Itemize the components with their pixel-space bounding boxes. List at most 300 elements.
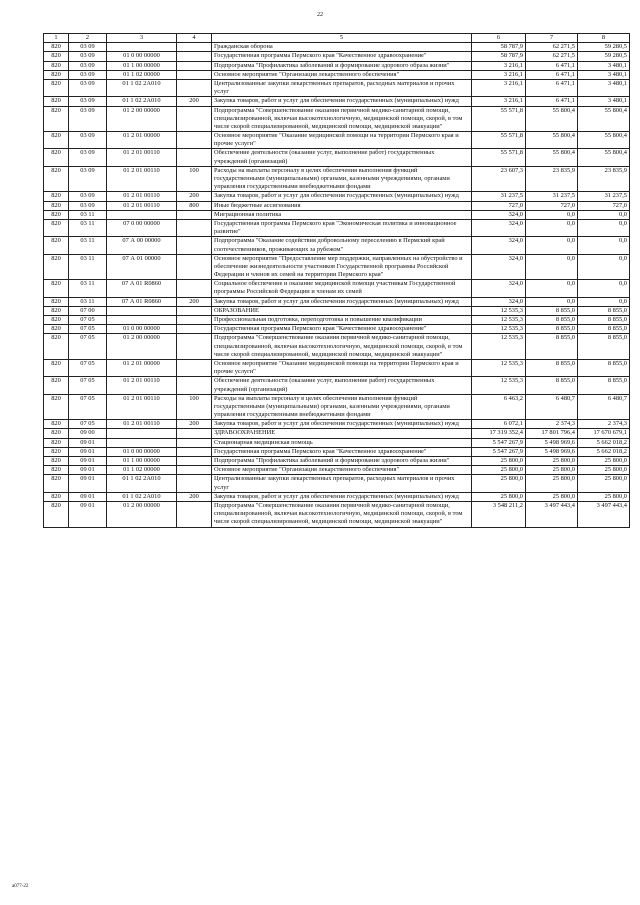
cell-ministry: 820 — [44, 492, 69, 501]
page-number: 22 — [317, 12, 323, 18]
cell-section: 07 05 — [69, 325, 107, 334]
table-row — [44, 219, 630, 236]
cell-amount-year3: 3 480,1 — [578, 79, 630, 96]
table-row — [44, 297, 630, 306]
cell-target-article: 07 А 01 R0860 — [107, 280, 177, 297]
table-row — [44, 325, 630, 334]
table-row — [44, 237, 630, 254]
cell-amount-year1: 324,0 — [472, 219, 526, 236]
cell-target-article: 01 1 02 2А010 — [107, 79, 177, 96]
cell-ministry: 820 — [44, 106, 69, 132]
cell-amount-year1: 324,0 — [472, 297, 526, 306]
cell-amount-year2: 727,0 — [526, 201, 578, 210]
cell-expense-type — [177, 359, 212, 376]
table-row — [44, 420, 630, 429]
cell-section: 03 09 — [69, 61, 107, 70]
cell-amount-year1: 727,0 — [472, 201, 526, 210]
cell-section: 09 01 — [69, 466, 107, 475]
cell-amount-year1: 12 535,3 — [472, 377, 526, 394]
cell-expense-type: 200 — [177, 420, 212, 429]
cell-name: Подпрограмма "Совершенствование оказания первичной медико-санитарной помощи, специализированной, включая высокотехнологичную, медицинской помощи, скорой, в том числе скорой специализированной, медицинской помощи, медицинской эвакуации" — [212, 334, 472, 360]
cell-name: Закупка товаров, работ и услуг для обеспечения государственных (муниципальных) нужд — [212, 297, 472, 306]
cell-target-article: 01 2 01 00110 — [107, 394, 177, 420]
cell-ministry: 820 — [44, 306, 69, 315]
cell-target-article: 01 0 00 00000 — [107, 325, 177, 334]
cell-amount-year2: 62 271,5 — [526, 52, 578, 61]
cell-amount-year3: 0,0 — [578, 219, 630, 236]
cell-name: Стационарная медицинская помощь — [212, 438, 472, 447]
col-header-2: 2 — [69, 34, 107, 43]
cell-section: 09 01 — [69, 475, 107, 492]
cell-ministry: 820 — [44, 254, 69, 280]
cell-name: Расходы на выплаты персоналу в целях обеспечения выполнения функций государственными (муниципальными) органами, казенными учреждениями, органами управления государственными внебюджетными фондами — [212, 394, 472, 420]
cell-expense-type — [177, 377, 212, 394]
cell-expense-type — [177, 210, 212, 219]
cell-ministry: 820 — [44, 52, 69, 61]
cell-amount-year1: 3 216,1 — [472, 79, 526, 96]
cell-target-article — [107, 429, 177, 438]
cell-name: Централизованные закупки лекарственных препаратов, расходных материалов и прочих услуг — [212, 79, 472, 96]
cell-amount-year3: 3 480,1 — [578, 70, 630, 79]
cell-amount-year3: 25 800,0 — [578, 492, 630, 501]
cell-name: Закупка товаров, работ и услуг для обеспечения государственных (муниципальных) нужд — [212, 97, 472, 106]
cell-ministry: 820 — [44, 466, 69, 475]
cell-amount-year3: 8 855,0 — [578, 316, 630, 325]
cell-amount-year1: 55 571,8 — [472, 132, 526, 149]
cell-target-article — [107, 210, 177, 219]
cell-section: 09 01 — [69, 492, 107, 501]
cell-target-article — [107, 438, 177, 447]
cell-target-article: 01 2 00 00000 — [107, 334, 177, 360]
table-row — [44, 79, 630, 96]
cell-ministry: 820 — [44, 438, 69, 447]
cell-amount-year3: 25 800,0 — [578, 457, 630, 466]
cell-target-article: 01 2 01 00110 — [107, 149, 177, 166]
cell-name: Подпрограмма "Профилактика заболеваний и формирование здорового образа жизни" — [212, 457, 472, 466]
cell-expense-type — [177, 106, 212, 132]
cell-section: 03 09 — [69, 166, 107, 192]
cell-name: Гражданская оборона — [212, 43, 472, 52]
cell-ministry: 820 — [44, 297, 69, 306]
cell-expense-type — [177, 457, 212, 466]
cell-section: 03 11 — [69, 254, 107, 280]
table-row — [44, 457, 630, 466]
cell-section: 03 11 — [69, 210, 107, 219]
cell-amount-year2: 6 471,1 — [526, 61, 578, 70]
cell-target-article — [107, 43, 177, 52]
cell-section: 03 09 — [69, 201, 107, 210]
cell-target-article — [107, 306, 177, 315]
cell-section: 09 01 — [69, 438, 107, 447]
cell-amount-year1: 17 319 352,4 — [472, 429, 526, 438]
cell-amount-year2: 5 498 969,6 — [526, 447, 578, 456]
cell-section: 03 09 — [69, 70, 107, 79]
cell-expense-type — [177, 219, 212, 236]
table-row — [44, 70, 630, 79]
cell-expense-type — [177, 149, 212, 166]
cell-amount-year2: 6 471,1 — [526, 79, 578, 96]
cell-amount-year3: 0,0 — [578, 280, 630, 297]
cell-amount-year2: 6 480,7 — [526, 394, 578, 420]
cell-amount-year1: 3 216,1 — [472, 61, 526, 70]
cell-section: 03 09 — [69, 43, 107, 52]
cell-amount-year1: 12 535,3 — [472, 316, 526, 325]
cell-amount-year3: 31 237,5 — [578, 192, 630, 201]
cell-expense-type: 100 — [177, 394, 212, 420]
cell-amount-year2: 6 471,1 — [526, 70, 578, 79]
cell-amount-year3: 8 855,0 — [578, 325, 630, 334]
cell-ministry: 820 — [44, 166, 69, 192]
cell-expense-type — [177, 70, 212, 79]
table-row — [44, 97, 630, 106]
table-row — [44, 466, 630, 475]
cell-amount-year1: 12 535,3 — [472, 359, 526, 376]
cell-ministry: 820 — [44, 79, 69, 96]
cell-amount-year3: 5 662 018,2 — [578, 438, 630, 447]
cell-name: Подпрограмма "Совершенствование оказания первичной медико-санитарной помощи, специализированной, включая высокотехнологичную, медицинской помощи, скорой, в том числе скорой специализированной, медицинской помощи, медицинской эвакуации" — [212, 106, 472, 132]
budget-table — [43, 33, 630, 528]
cell-expense-type: 200 — [177, 97, 212, 106]
table-row — [44, 316, 630, 325]
cell-section: 07 00 — [69, 306, 107, 315]
cell-target-article: 01 0 00 00000 — [107, 447, 177, 456]
table-row — [44, 166, 630, 192]
cell-name: Миграционная политика — [212, 210, 472, 219]
cell-amount-year1: 3 216,1 — [472, 97, 526, 106]
cell-amount-year3: 55 800,4 — [578, 149, 630, 166]
cell-section: 03 09 — [69, 149, 107, 166]
cell-amount-year3: 6 480,7 — [578, 394, 630, 420]
cell-amount-year2: 6 471,1 — [526, 97, 578, 106]
cell-expense-type — [177, 334, 212, 360]
cell-ministry: 820 — [44, 132, 69, 149]
cell-amount-year1: 3 548 211,2 — [472, 501, 526, 527]
cell-amount-year2: 55 800,4 — [526, 106, 578, 132]
cell-ministry: 820 — [44, 501, 69, 527]
cell-amount-year2: 0,0 — [526, 219, 578, 236]
cell-target-article: 01 2 01 00000 — [107, 132, 177, 149]
table-row — [44, 359, 630, 376]
cell-expense-type — [177, 132, 212, 149]
cell-amount-year3: 0,0 — [578, 237, 630, 254]
col-header-7: 7 — [526, 34, 578, 43]
table-row — [44, 429, 630, 438]
table-row — [44, 254, 630, 280]
cell-amount-year3: 0,0 — [578, 297, 630, 306]
cell-section: 09 01 — [69, 457, 107, 466]
cell-expense-type: 200 — [177, 192, 212, 201]
cell-ministry: 820 — [44, 70, 69, 79]
col-header-4: 4 — [177, 34, 212, 43]
cell-expense-type — [177, 325, 212, 334]
cell-amount-year3: 8 855,0 — [578, 306, 630, 315]
cell-expense-type: 200 — [177, 297, 212, 306]
cell-amount-year1: 55 571,8 — [472, 149, 526, 166]
cell-section: 09 00 — [69, 429, 107, 438]
cell-amount-year1: 324,0 — [472, 210, 526, 219]
cell-target-article: 01 0 00 00000 — [107, 52, 177, 61]
cell-amount-year1: 31 237,5 — [472, 192, 526, 201]
table-row — [44, 377, 630, 394]
cell-amount-year1: 25 800,0 — [472, 475, 526, 492]
cell-amount-year2: 62 271,5 — [526, 43, 578, 52]
cell-name: ЗДРАВООХРАНЕНИЕ — [212, 429, 472, 438]
cell-target-article: 01 2 01 00110 — [107, 192, 177, 201]
cell-expense-type — [177, 429, 212, 438]
cell-amount-year2: 8 855,0 — [526, 316, 578, 325]
table-row — [44, 43, 630, 52]
cell-amount-year3: 0,0 — [578, 254, 630, 280]
cell-amount-year3: 727,0 — [578, 201, 630, 210]
cell-name: Подпрограмма "Совершенствование оказания первичной медико-санитарной помощи, специализированной, включая высокотехнологичную, медицинской помощи, скорой, в том числе скорой специализированной, медицинской помощи, медицинской эвакуации" — [212, 501, 472, 527]
cell-name: Социальное обеспечение и оказание медицинской помощи участникам Государственной программы Российской Федерации и членам их семей — [212, 280, 472, 297]
cell-ministry: 820 — [44, 359, 69, 376]
col-header-6: 6 — [472, 34, 526, 43]
cell-ministry: 820 — [44, 61, 69, 70]
header-row — [44, 34, 630, 43]
cell-amount-year1: 324,0 — [472, 280, 526, 297]
cell-expense-type — [177, 501, 212, 527]
cell-amount-year1: 12 535,3 — [472, 306, 526, 315]
cell-amount-year1: 55 571,8 — [472, 106, 526, 132]
cell-target-article: 07 А 01 00000 — [107, 254, 177, 280]
cell-ministry: 820 — [44, 316, 69, 325]
footer-code: a077-22 — [12, 884, 29, 889]
table-row — [44, 334, 630, 360]
cell-amount-year1: 324,0 — [472, 254, 526, 280]
cell-amount-year2: 17 801 796,4 — [526, 429, 578, 438]
cell-amount-year3: 3 480,1 — [578, 97, 630, 106]
cell-section: 03 11 — [69, 297, 107, 306]
table-row — [44, 438, 630, 447]
cell-name: Подпрограмма "Оказание содействия добровольному переселению в Пермский край соотечественников, проживающих за рубежом" — [212, 237, 472, 254]
table-row — [44, 501, 630, 527]
cell-expense-type — [177, 466, 212, 475]
cell-name: Государственная программа Пермского края "Экономическая политика и инновационное развитие" — [212, 219, 472, 236]
cell-amount-year3: 23 835,9 — [578, 166, 630, 192]
col-header-3: 3 — [107, 34, 177, 43]
cell-amount-year2: 55 800,4 — [526, 132, 578, 149]
cell-expense-type — [177, 306, 212, 315]
cell-amount-year2: 0,0 — [526, 254, 578, 280]
cell-amount-year2: 2 374,3 — [526, 420, 578, 429]
cell-expense-type — [177, 280, 212, 297]
cell-ministry: 820 — [44, 219, 69, 236]
cell-ministry: 820 — [44, 201, 69, 210]
cell-name: Иные бюджетные ассигнования — [212, 201, 472, 210]
cell-target-article: 01 2 01 00110 — [107, 377, 177, 394]
cell-amount-year1: 58 787,9 — [472, 43, 526, 52]
cell-amount-year3: 55 800,4 — [578, 106, 630, 132]
cell-ministry: 820 — [44, 192, 69, 201]
cell-expense-type — [177, 475, 212, 492]
cell-amount-year2: 8 855,0 — [526, 325, 578, 334]
cell-amount-year1: 324,0 — [472, 237, 526, 254]
table-row — [44, 210, 630, 219]
cell-amount-year3: 8 855,0 — [578, 359, 630, 376]
cell-name: Государственная программа Пермского края "Качественное здравоохранение" — [212, 52, 472, 61]
cell-amount-year2: 8 855,0 — [526, 377, 578, 394]
cell-amount-year1: 5 547 267,9 — [472, 438, 526, 447]
cell-section: 03 09 — [69, 79, 107, 96]
cell-ministry: 820 — [44, 43, 69, 52]
cell-name: Подпрограмма "Профилактика заболеваний и формирование здорового образа жизни" — [212, 61, 472, 70]
table-row — [44, 61, 630, 70]
cell-amount-year1: 25 800,0 — [472, 466, 526, 475]
cell-section: 03 09 — [69, 106, 107, 132]
cell-amount-year2: 0,0 — [526, 297, 578, 306]
table-row — [44, 52, 630, 61]
cell-amount-year3: 59 280,5 — [578, 52, 630, 61]
cell-amount-year1: 25 800,0 — [472, 492, 526, 501]
cell-name: Закупка товаров, работ и услуг для обеспечения государственных (муниципальных) нужд — [212, 420, 472, 429]
cell-target-article: 01 1 02 2А010 — [107, 492, 177, 501]
cell-section: 03 11 — [69, 219, 107, 236]
col-header-5: 5 — [212, 34, 472, 43]
cell-amount-year3: 8 855,0 — [578, 377, 630, 394]
cell-name: Закупка товаров, работ и услуг для обеспечения государственных (муниципальных) нужд — [212, 192, 472, 201]
cell-section: 03 09 — [69, 132, 107, 149]
cell-amount-year3: 2 374,3 — [578, 420, 630, 429]
cell-amount-year2: 0,0 — [526, 280, 578, 297]
cell-expense-type — [177, 79, 212, 96]
table-row — [44, 192, 630, 201]
cell-target-article: 01 1 02 2А010 — [107, 97, 177, 106]
cell-target-article: 07 0 00 00000 — [107, 219, 177, 236]
cell-amount-year2: 23 835,9 — [526, 166, 578, 192]
cell-section: 03 09 — [69, 97, 107, 106]
cell-amount-year3: 59 280,5 — [578, 43, 630, 52]
table-row — [44, 201, 630, 210]
cell-amount-year3: 17 670 679,1 — [578, 429, 630, 438]
cell-target-article: 01 2 00 00000 — [107, 106, 177, 132]
table-row — [44, 447, 630, 456]
table-row — [44, 475, 630, 492]
cell-target-article: 01 1 00 00000 — [107, 457, 177, 466]
cell-target-article: 07 А 00 00000 — [107, 237, 177, 254]
cell-name: Централизованные закупки лекарственных препаратов, расходных материалов и прочих услуг — [212, 475, 472, 492]
cell-name: Расходы на выплаты персоналу в целях обеспечения выполнения функций государственными (муниципальными) органами, казенными учреждениями, органами управления государственными внебюджетными фондами — [212, 166, 472, 192]
cell-target-article: 01 2 01 00110 — [107, 420, 177, 429]
table-row — [44, 149, 630, 166]
cell-name: ОБРАЗОВАНИЕ — [212, 306, 472, 315]
cell-name: Государственная программа Пермского края "Качественное здравоохранение" — [212, 325, 472, 334]
col-header-1: 1 — [44, 34, 69, 43]
cell-name: Закупка товаров, работ и услуг для обеспечения государственных (муниципальных) нужд — [212, 492, 472, 501]
cell-ministry: 820 — [44, 280, 69, 297]
cell-target-article: 01 1 00 00000 — [107, 61, 177, 70]
cell-section: 09 01 — [69, 501, 107, 527]
table-row — [44, 106, 630, 132]
cell-amount-year3: 8 855,0 — [578, 334, 630, 360]
cell-amount-year2: 3 497 443,4 — [526, 501, 578, 527]
cell-ministry: 820 — [44, 334, 69, 360]
cell-amount-year1: 5 547 267,9 — [472, 447, 526, 456]
cell-name: Обеспечение деятельности (оказание услуг, выполнение работ) государственных учреждений (организаций) — [212, 377, 472, 394]
cell-ministry: 820 — [44, 420, 69, 429]
cell-section: 07 05 — [69, 316, 107, 325]
cell-section: 07 05 — [69, 377, 107, 394]
cell-section: 03 09 — [69, 52, 107, 61]
cell-section: 07 05 — [69, 394, 107, 420]
cell-section: 07 05 — [69, 334, 107, 360]
cell-amount-year3: 3 480,1 — [578, 61, 630, 70]
cell-ministry: 820 — [44, 447, 69, 456]
cell-section: 07 05 — [69, 420, 107, 429]
cell-amount-year1: 6 463,2 — [472, 394, 526, 420]
cell-expense-type — [177, 61, 212, 70]
cell-ministry: 820 — [44, 97, 69, 106]
table-row — [44, 306, 630, 315]
cell-expense-type: 100 — [177, 166, 212, 192]
cell-amount-year1: 12 535,3 — [472, 325, 526, 334]
cell-amount-year3: 0,0 — [578, 210, 630, 219]
cell-amount-year2: 25 800,0 — [526, 492, 578, 501]
table-row — [44, 492, 630, 501]
cell-expense-type — [177, 447, 212, 456]
cell-ministry: 820 — [44, 377, 69, 394]
cell-target-article: 01 2 01 00110 — [107, 166, 177, 192]
cell-amount-year1: 58 787,9 — [472, 52, 526, 61]
cell-target-article: 01 2 01 00000 — [107, 359, 177, 376]
cell-name: Основное мероприятие "Организация лекарственного обеспечения" — [212, 466, 472, 475]
cell-amount-year2: 8 855,0 — [526, 359, 578, 376]
cell-expense-type — [177, 254, 212, 280]
cell-name: Основное мероприятие "Предоставление мер поддержки, направленных на обустройство и обеспечение жизнедеятельности участников Государственной программы Российской Федерации и членов их семей на территории Пермского края" — [212, 254, 472, 280]
cell-expense-type — [177, 237, 212, 254]
cell-amount-year2: 0,0 — [526, 210, 578, 219]
cell-amount-year1: 6 072,1 — [472, 420, 526, 429]
table-row — [44, 132, 630, 149]
cell-ministry: 820 — [44, 210, 69, 219]
col-header-8: 8 — [578, 34, 630, 43]
cell-target-article: 07 А 01 R0860 — [107, 297, 177, 306]
table-row — [44, 394, 630, 420]
cell-section: 03 09 — [69, 192, 107, 201]
cell-ministry: 820 — [44, 149, 69, 166]
cell-amount-year1: 3 216,1 — [472, 70, 526, 79]
cell-amount-year2: 31 237,5 — [526, 192, 578, 201]
cell-expense-type — [177, 316, 212, 325]
cell-ministry: 820 — [44, 237, 69, 254]
cell-target-article — [107, 316, 177, 325]
cell-ministry: 820 — [44, 394, 69, 420]
cell-ministry: 820 — [44, 457, 69, 466]
cell-target-article: 01 1 02 00000 — [107, 466, 177, 475]
cell-name: Обеспечение деятельности (оказание услуг, выполнение работ) государственных учреждений (организаций) — [212, 149, 472, 166]
cell-section: 03 11 — [69, 280, 107, 297]
cell-amount-year3: 5 662 018,2 — [578, 447, 630, 456]
cell-amount-year3: 55 800,4 — [578, 132, 630, 149]
cell-expense-type — [177, 43, 212, 52]
cell-amount-year1: 12 535,3 — [472, 334, 526, 360]
cell-amount-year2: 5 498 969,6 — [526, 438, 578, 447]
cell-amount-year1: 25 800,0 — [472, 457, 526, 466]
table-body — [44, 43, 630, 527]
cell-name: Государственная программа Пермского края "Качественное здравоохранение" — [212, 447, 472, 456]
cell-amount-year2: 0,0 — [526, 237, 578, 254]
cell-amount-year3: 25 800,0 — [578, 466, 630, 475]
cell-name: Основное мероприятие "Оказание медицинской помощи на территории Пермского края и прочие услуги" — [212, 132, 472, 149]
cell-ministry: 820 — [44, 429, 69, 438]
table-row — [44, 280, 630, 297]
cell-amount-year1: 23 607,3 — [472, 166, 526, 192]
cell-target-article: 01 1 02 00000 — [107, 70, 177, 79]
cell-expense-type: 800 — [177, 201, 212, 210]
cell-ministry: 820 — [44, 325, 69, 334]
cell-amount-year2: 25 800,0 — [526, 457, 578, 466]
cell-expense-type — [177, 438, 212, 447]
